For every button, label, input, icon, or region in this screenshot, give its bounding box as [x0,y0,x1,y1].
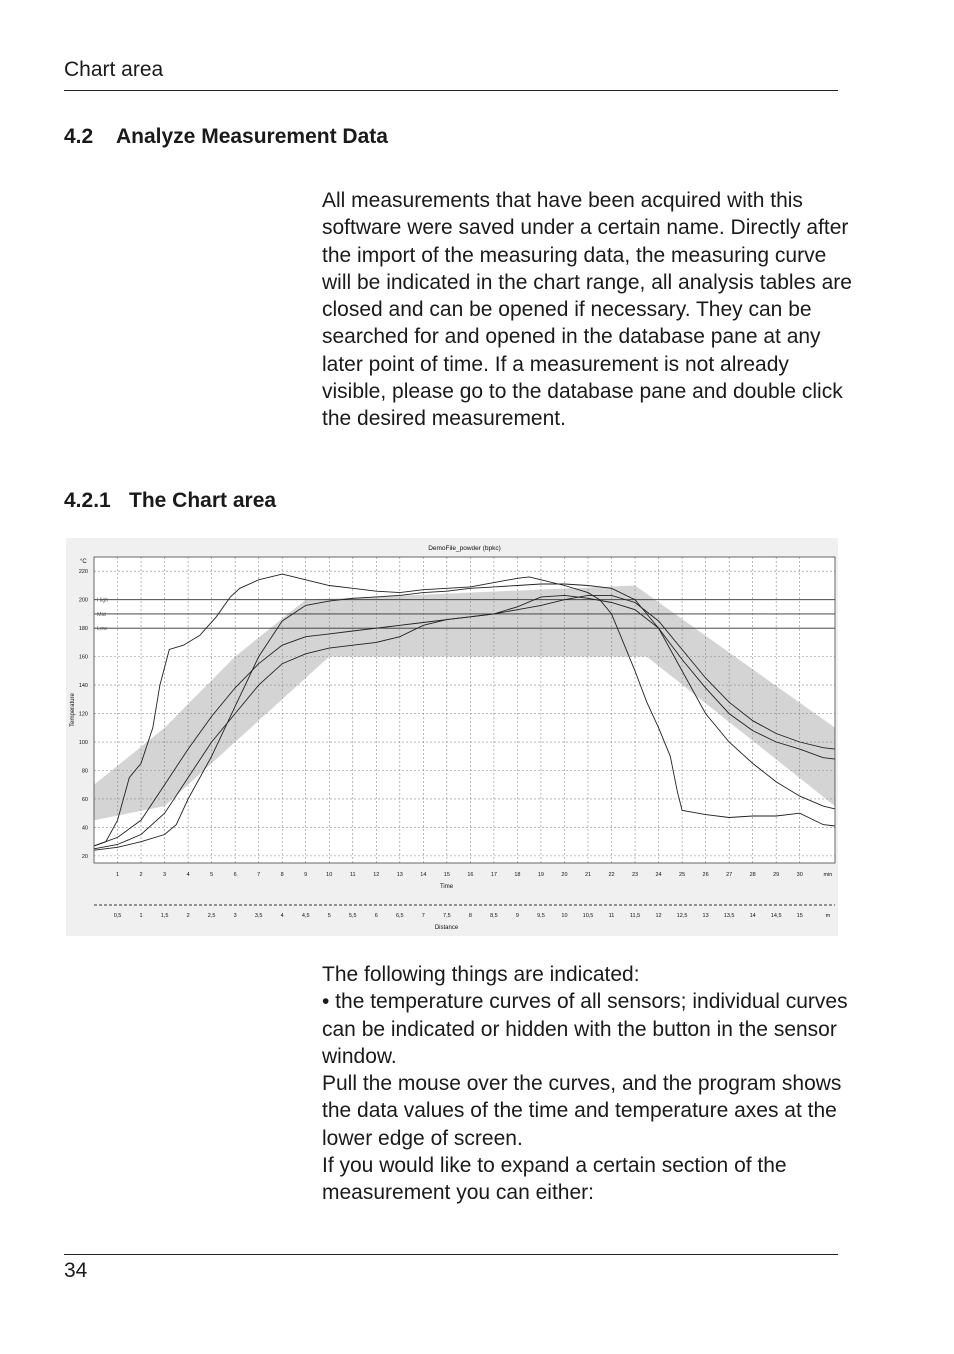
x-tick-label: 13 [396,872,403,878]
x-tick-label: 29 [773,872,780,878]
x-tick-label: 2 [139,872,143,878]
x-tick-label: 22 [608,872,615,878]
x-tick-label: 6 [233,872,237,878]
distance-tick-label: 5,5 [348,913,357,919]
description-line-0: The following things are indicated: [322,963,640,986]
x-tick-label: 9 [304,872,308,878]
header-rule [64,90,838,91]
x-tick-label: 30 [796,872,803,878]
y-tick-label: 120 [78,711,88,718]
distance-tick-label: 3 [233,913,237,919]
distance-tick-label: 12 [655,913,662,919]
x-tick-label: 11 [349,872,356,878]
distance-tick-label: 10,5 [582,913,594,919]
intro-paragraph [322,187,852,433]
y-tick-label: 40 [81,825,88,832]
distance-tick-label: 14 [749,913,756,919]
x-tick-label: 19 [537,872,545,878]
distance-tick-label: 6,5 [395,913,404,919]
subsection-heading [64,489,276,513]
x-tick-label: 12 [373,872,380,878]
x-tick-label: 27 [726,872,733,878]
page-number: 34 [64,1259,88,1282]
distance-tick-label: 13 [702,913,709,919]
y-tick-label: 60 [81,796,88,803]
section-heading [64,125,388,149]
x-tick-label: 7 [257,872,261,878]
description-paragraph [322,961,852,1207]
distance-tick-label: 11 [608,913,615,919]
x-axis-label: Time [439,884,454,890]
footer-rule [64,1254,838,1255]
y-tick-label: 160 [78,654,88,661]
reference-line-label: High [97,597,109,604]
distance-tick-label: 0,5 [113,913,122,919]
x-tick-label: 3 [163,872,167,878]
distance-tick-label: 15 [796,913,803,919]
subsection-number: 4.2.1 [64,489,111,512]
distance-tick-label: 3,5 [254,913,263,919]
description-line-2: Pull the mouse over the curves, and the program shows the data values of the time and temperature axes at the lower edge of screen. [322,1072,842,1150]
y-tick-label: 100 [78,740,88,747]
reference-line-label: Mid [97,611,106,618]
x-tick-label: 5 [210,872,214,878]
chart-title: DemoFile_powder (bpkc) [428,545,501,552]
distance-tick-label: 2 [186,913,190,919]
y-tick-label: 20 [81,853,88,860]
chart-figure [66,538,838,936]
reference-line-label: Low [97,626,108,633]
x-tick-label: 24 [655,872,662,878]
x-axis-unit: min [823,872,833,878]
x-tick-label: 14 [420,872,427,878]
x-tick-label: 21 [584,872,592,878]
distance-tick-label: 14,5 [770,913,782,919]
x-tick-label: 17 [490,872,497,878]
x-tick-label: 1 [115,872,120,878]
distance-tick-label: 9,5 [537,913,545,919]
distance-tick-label: 6 [374,913,378,919]
distance-tick-label: 10 [561,913,568,919]
distance-tick-label: 11,5 [629,913,641,919]
y-tick-label: 80 [81,768,88,775]
x-tick-label: 25 [679,872,686,878]
distance-tick-label: 7,5 [443,913,451,919]
distance-tick-label: 7 [421,913,425,919]
distance-axis-label: Distance [434,925,459,931]
distance-tick-label: 8 [468,913,472,919]
distance-tick-label: 1 [139,913,143,919]
distance-tick-label: 8,5 [490,913,498,919]
x-tick-label: 26 [702,872,709,878]
x-tick-label: 28 [749,872,756,878]
y-axis-unit: °C [80,559,87,565]
distance-axis-unit: m [825,913,831,919]
distance-tick-label: 9 [515,913,519,919]
distance-tick-label: 2,5 [207,913,216,919]
intro-text: All measurements that have been acquired with this software were saved under a certain name. Directly after the import of the measuring data, the measuring curve will be indicated in the chart range, all analysis tables are closed and can be opened if necessary. They can be searched for and opened in the database pane at any later point of time. If a measurement is not already visible, please go to the database pane and double click the desired measurement. [322,189,852,431]
temperature-chart [66,538,838,936]
x-tick-label: 20 [561,872,568,878]
distance-tick-label: 12,5 [676,913,688,919]
distance-tick-label: 4,5 [301,913,310,919]
y-tick-label: 140 [78,683,88,690]
y-tick-label: 200 [78,597,88,604]
y-axis-label: Temperature [70,693,76,727]
distance-tick-label: 1,5 [160,913,169,919]
y-tick-label: 180 [78,626,88,633]
x-tick-label: 10 [326,872,333,878]
distance-tick-label: 5 [327,913,331,919]
description-line-1: • the temperature curves of all sensors; individual curves can be indicated or hidden with the button in the sensor window. [322,990,848,1068]
x-tick-label: 18 [514,872,521,878]
y-tick-label: 220 [78,569,88,576]
x-tick-label: 16 [467,872,474,878]
subsection-title: The Chart area [129,489,277,512]
x-tick-label: 15 [443,872,450,878]
x-tick-label: 23 [631,872,639,878]
section-number: 4.2 [64,125,94,148]
running-header: Chart area [64,58,164,81]
distance-tick-label: 13,5 [723,913,735,919]
section-title: Analyze Measurement Data [116,125,388,148]
x-tick-label: 8 [280,872,284,878]
description-line-3: If you would like to expand a certain section of the measurement you can either: [322,1154,787,1205]
distance-tick-label: 4 [280,913,284,919]
x-tick-label: 4 [186,872,190,878]
